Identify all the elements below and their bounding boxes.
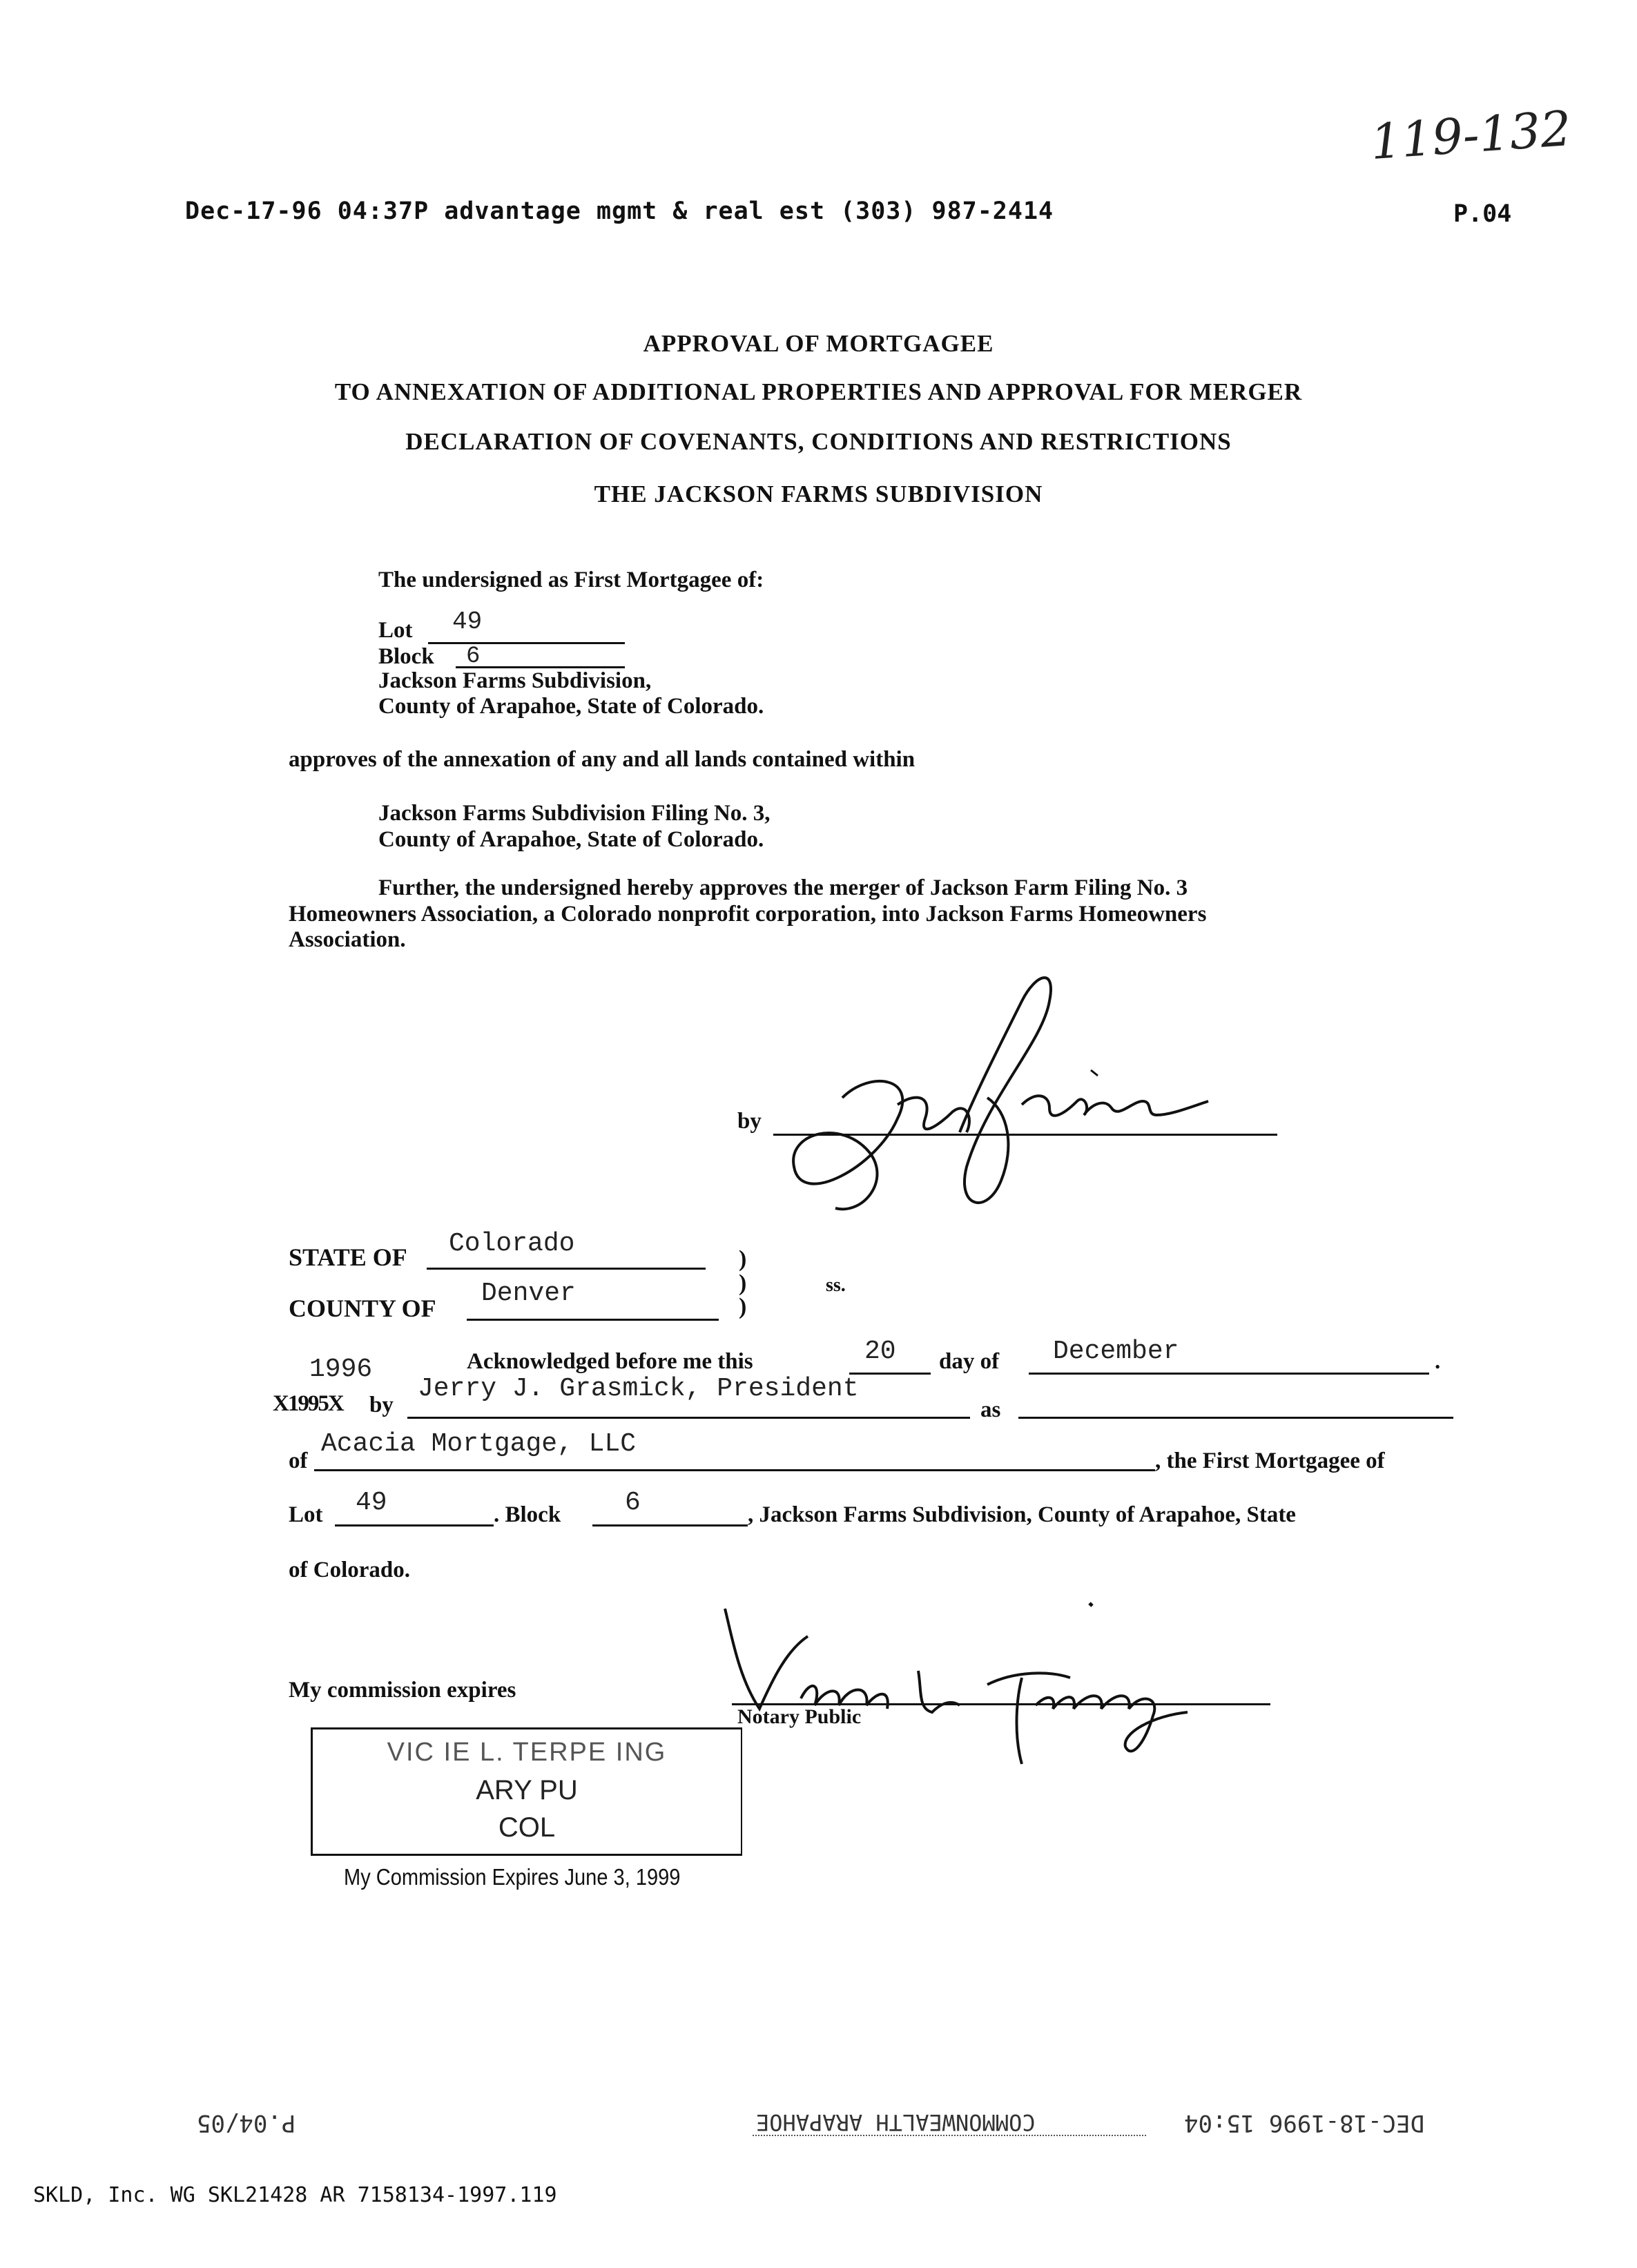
month-value: December [1053,1337,1179,1366]
of-label: of [289,1448,308,1473]
title-line-2: TO ANNEXATION OF ADDITIONAL PROPERTIES AND APPROVAL FOR MERGER [334,378,1303,405]
property-subdivision: Jackson Farms Subdivision, [378,668,652,693]
title-line-1: APPROVAL OF MORTGAGEE [643,330,994,357]
title-line-3: DECLARATION OF COVENANTS, CONDITIONS AND RESTRICTIONS [405,428,1232,455]
footer-mirrored-left: P.04/05 [197,2109,296,2137]
block-value-ack: 6 [625,1488,641,1518]
subdivision-tail-text: , Jackson Farms Subdivision, County of Arapahoe, State [748,1502,1296,1527]
fax-header: Dec-17-96 04:37P advantage mgmt & real est (303) 987-2414 [185,197,1054,225]
commission-expires-date: My Commission Expires June 3, 1999 [344,1864,681,1890]
as-label: as [980,1397,1001,1422]
block-value: 6 [466,643,481,670]
county-paren-1: ) [739,1270,747,1296]
year-typed: 1996 [309,1355,373,1384]
filing-line-1: Jackson Farms Subdivision Filing No. 3, [378,801,771,826]
stamp-line-3: COL [498,1812,556,1843]
notary-stamp [311,1727,742,1856]
acknowledged-label: Acknowledged before me this [467,1349,753,1374]
period-mark: . [1435,1349,1441,1374]
county-value: Denver [481,1279,576,1308]
day-value: 20 [864,1337,896,1366]
lot-value: 49 [452,608,483,636]
property-county: County of Arapahoe, State of Colorado. [378,694,764,719]
notary-signature [711,1595,1208,1774]
handwritten-reference: 119-132 [1368,99,1573,171]
by-value: Jerry J. Grasmick, President [418,1374,859,1404]
state-label: STATE OF [289,1243,407,1271]
first-mortgagee-of-text: , the First Mortgagee of [1155,1448,1385,1473]
county-label: COUNTY OF [289,1295,436,1322]
of-colorado-text: of Colorado. [289,1558,410,1582]
intro-text: The undersigned as First Mortgagee of: [378,568,764,592]
ss-label: ss. [826,1274,846,1296]
footer-mirrored-center: COMMONWEALTH ARAPAHOE [756,2109,1036,2135]
day-of-label: day of [939,1349,1000,1374]
state-value: Colorado [449,1229,575,1259]
notary-public-label: Notary Public [737,1705,862,1728]
by-label: by [737,1109,762,1134]
filing-line-2: County of Arapahoe, State of Colorado. [378,827,764,852]
stamp-line-2: ARY PU [476,1775,578,1805]
footer-mirrored-right: DEC-18-1996 15:04 [1184,2109,1424,2137]
by-label-ack: by [369,1393,394,1417]
block-label-ack: . Block [494,1502,561,1527]
title-line-4: THE JACKSON FARMS SUBDIVISION [594,481,1043,507]
state-paren: ) [739,1246,747,1272]
year-struck: X1995X [273,1391,343,1416]
further-line-2: Homeowners Association, a Colorado nonprofit corporation, into Jackson Farms Homeowners [289,902,1207,927]
lot-label: Lot [378,618,413,643]
further-line-1: Further, the undersigned hereby approves the merger of Jackson Farm Filing No. 3 [378,875,1188,900]
mortgagee-signature [759,960,1229,1222]
commission-expires-label: My commission expires [289,1678,516,1703]
of-value: Acacia Mortgage, LLC [321,1429,637,1459]
further-line-3: Association. [289,927,406,952]
lot-value-ack: 49 [356,1488,387,1518]
block-label: Block [378,644,434,669]
county-paren-2: ) [739,1294,747,1319]
fax-page-number: P.04 [1453,200,1512,228]
stamp-line-1: VIC IE L. TERPE ING [387,1738,667,1767]
lot-label-ack: Lot [289,1502,323,1527]
approves-text: approves of the annexation of any and all lands contained within [289,747,916,772]
bates-number: SKLD, Inc. WG SKL21428 AR 7158134-1997.119 [33,2183,557,2207]
